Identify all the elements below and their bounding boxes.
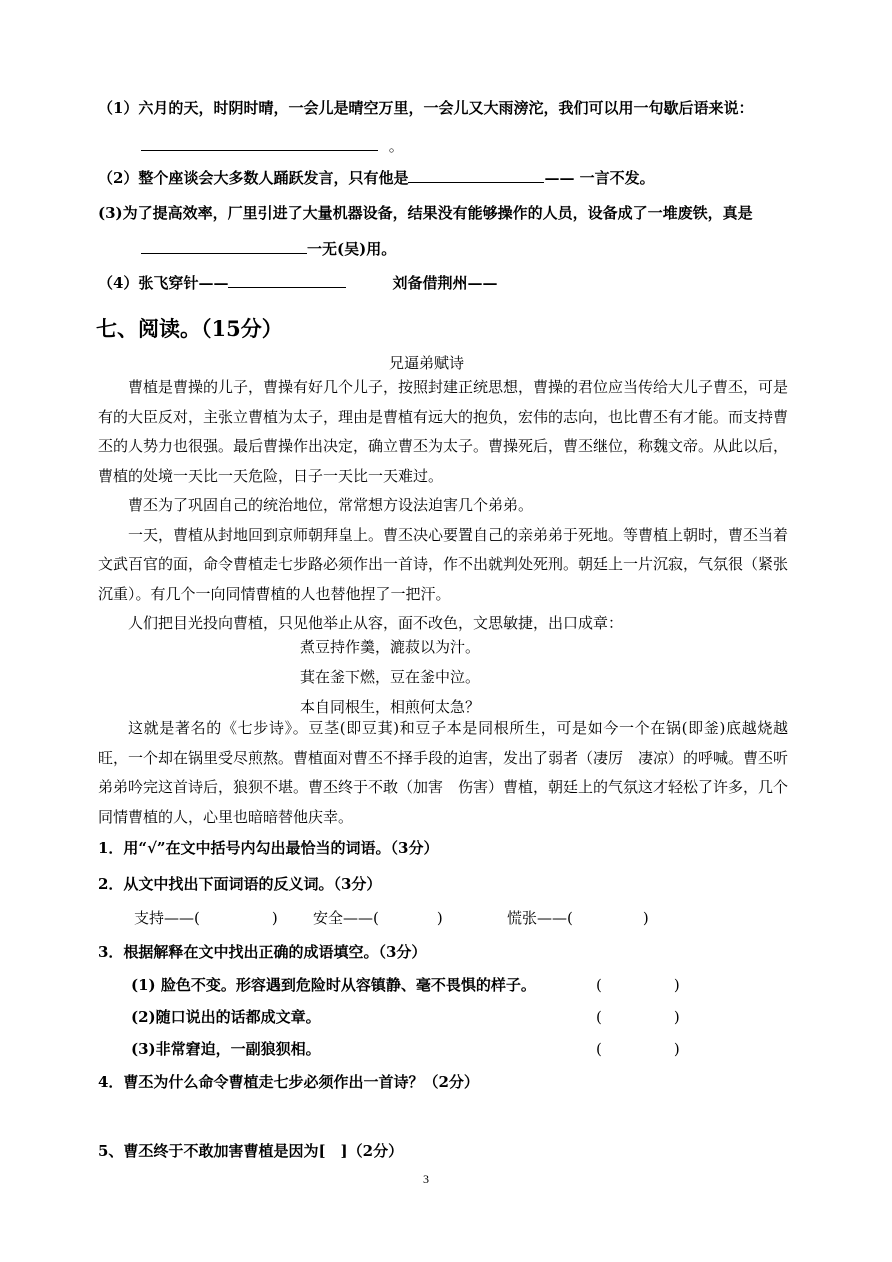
close-paren: ) (642, 909, 649, 927)
q3-answer-1[interactable] (596, 975, 680, 995)
q6-item3-text: (3)为了提高效率，厂里引进了大量机器设备，结果没有能够操作的人员，设备成了一堆废铁，真是 (98, 204, 753, 222)
paragraph: 人们把目光投向曹植，只见他举止从容，面不改色，文思敏捷，出口成章： (128, 614, 624, 632)
answer-blank[interactable] (141, 136, 378, 151)
q3-answer-3[interactable] (596, 1039, 680, 1059)
close-paren: ) (673, 1040, 680, 1058)
paragraph: 曹植是曹操的儿子，曹操有好几个儿子，按照封建正统思想，曹操的君位应当传给大儿子曹丕，可是有的大臣反对，主张立曹植为太子，理由是曹植有远大的抱负，宏伟的志向，也比曹丕有才能。而支持曹丕的人势力也很强。最后曹操作出决定，确立曹丕为太子。曹操死后，曹丕继位，称魏文帝。从此以后，曹植的处境一天比一天危险，日子一天比一天难过。 (98, 378, 789, 485)
q6-item3-line2 (141, 239, 396, 259)
poem (300, 632, 480, 722)
q3-item-1: (1) 脸色不变。形容遇到危险时从容镇静、毫不畏惧的样子。 (131, 976, 536, 994)
close-paren: ) (673, 1008, 680, 1026)
q2-item-label: 安全——( (313, 909, 379, 927)
q6-item4 (98, 273, 497, 293)
section-heading: 七、阅读。（15分） (96, 316, 283, 341)
q6-item2 (98, 168, 655, 188)
q6-item2-after: —— 一言不发。 (544, 169, 655, 187)
answer-blank[interactable] (408, 168, 544, 183)
poem-line: 萁在釜下燃，豆在釜中泣。 (300, 668, 481, 686)
page-number: 3 (423, 1172, 429, 1186)
q2-item-1[interactable] (134, 908, 278, 928)
passage-body-2 (98, 714, 788, 832)
q3-item-2: (2)随口说出的话都成文章。 (131, 1008, 321, 1026)
question-1: 1．用“√”在文中括号内勾出最恰当的词语。（3分） (98, 839, 439, 857)
close-paren: ) (436, 909, 443, 927)
answer-blank[interactable] (141, 239, 307, 254)
open-paren: ( (596, 1008, 602, 1026)
passage-body (98, 373, 804, 639)
q6-item3-after: 一无(吴)用。 (307, 240, 397, 258)
q2-item-label: 支持——( (134, 909, 200, 927)
paragraph: 这就是著名的《七步诗》。豆茎(即豆萁)和豆子本是同根所生，可是如今一个在锅(即釜)底越烧越旺，一个却在锅里受尽煎熬。曹植面对曹丕不择手段的迫害，发出了弱者（凄厉 凄凉）的呼喊。曹丕听弟弟吟完这首诗后，狼狈不堪。曹丕终于不敢（加害 伤害）曹植，朝廷上的气氛这才轻松了许多，几个同情曹植的人，心里也暗暗替他庆幸。 (98, 719, 789, 826)
passage-title: 兄逼弟赋诗 (389, 354, 465, 372)
q6-item4-part1: （4）张飞穿针—— (98, 274, 229, 292)
q2-item-3[interactable] (507, 908, 649, 928)
question-4: 4．曹丕为什么命令曹植走七步必须作出一首诗？（2分） (98, 1073, 479, 1091)
q6-item2-before: （2）整个座谈会大多数人踊跃发言，只有他是 (98, 169, 409, 187)
q6-item4-part2: 刘备借荆州—— (392, 274, 498, 292)
q6-item1-text: （1）六月的天，时阴时晴，一会儿是晴空万里，一会儿又大雨滂沱，我们可以用一句歇后语来说： (98, 99, 754, 117)
question-3: 3．根据解释在文中找出正确的成语填空。（3分） (98, 943, 427, 961)
q6-item3-line1 (98, 203, 753, 223)
q3-answer-2[interactable] (596, 1007, 680, 1027)
close-paren: ) (271, 909, 278, 927)
poem-line: 本自同根生，相煎何太急？ (300, 698, 481, 716)
question-5: 5、曹丕终于不敢加害曹植是因为[ ]（2分） (98, 1142, 404, 1160)
open-paren: ( (596, 976, 602, 994)
answer-blank[interactable] (228, 273, 346, 288)
paragraph: 曹丕为了巩固自己的统治地位，常常想方设法迫害几个弟弟。 (128, 496, 534, 514)
q6-item1-answer (141, 136, 404, 156)
open-paren: ( (596, 1040, 602, 1058)
paragraph: 一天，曹植从封地回到京师朝拜皇上。曹丕决心要置自己的亲弟弟于死地。等曹植上朝时，曹丕当着文武百官的面，命令曹植走七步路必须作出一首诗，作不出就判处死刑。朝廷上一片沉寂，气氛很（紧张 沉重）。有几个一向同情曹植的人也替他捏了一把汗。 (98, 525, 804, 603)
close-paren: ) (673, 976, 680, 994)
question-2: 2．从文中找出下面词语的反义词。（3分） (98, 875, 382, 893)
q2-item-2[interactable] (313, 908, 443, 928)
q3-item-3: (3)非常窘迫，一副狼狈相。 (131, 1040, 321, 1058)
poem-line: 煮豆持作羹，漉菽以为汁。 (300, 638, 481, 656)
q2-item-label: 慌张——( (507, 909, 573, 927)
q6-item1 (98, 98, 753, 118)
q6-item1-end: 。 (388, 137, 404, 155)
